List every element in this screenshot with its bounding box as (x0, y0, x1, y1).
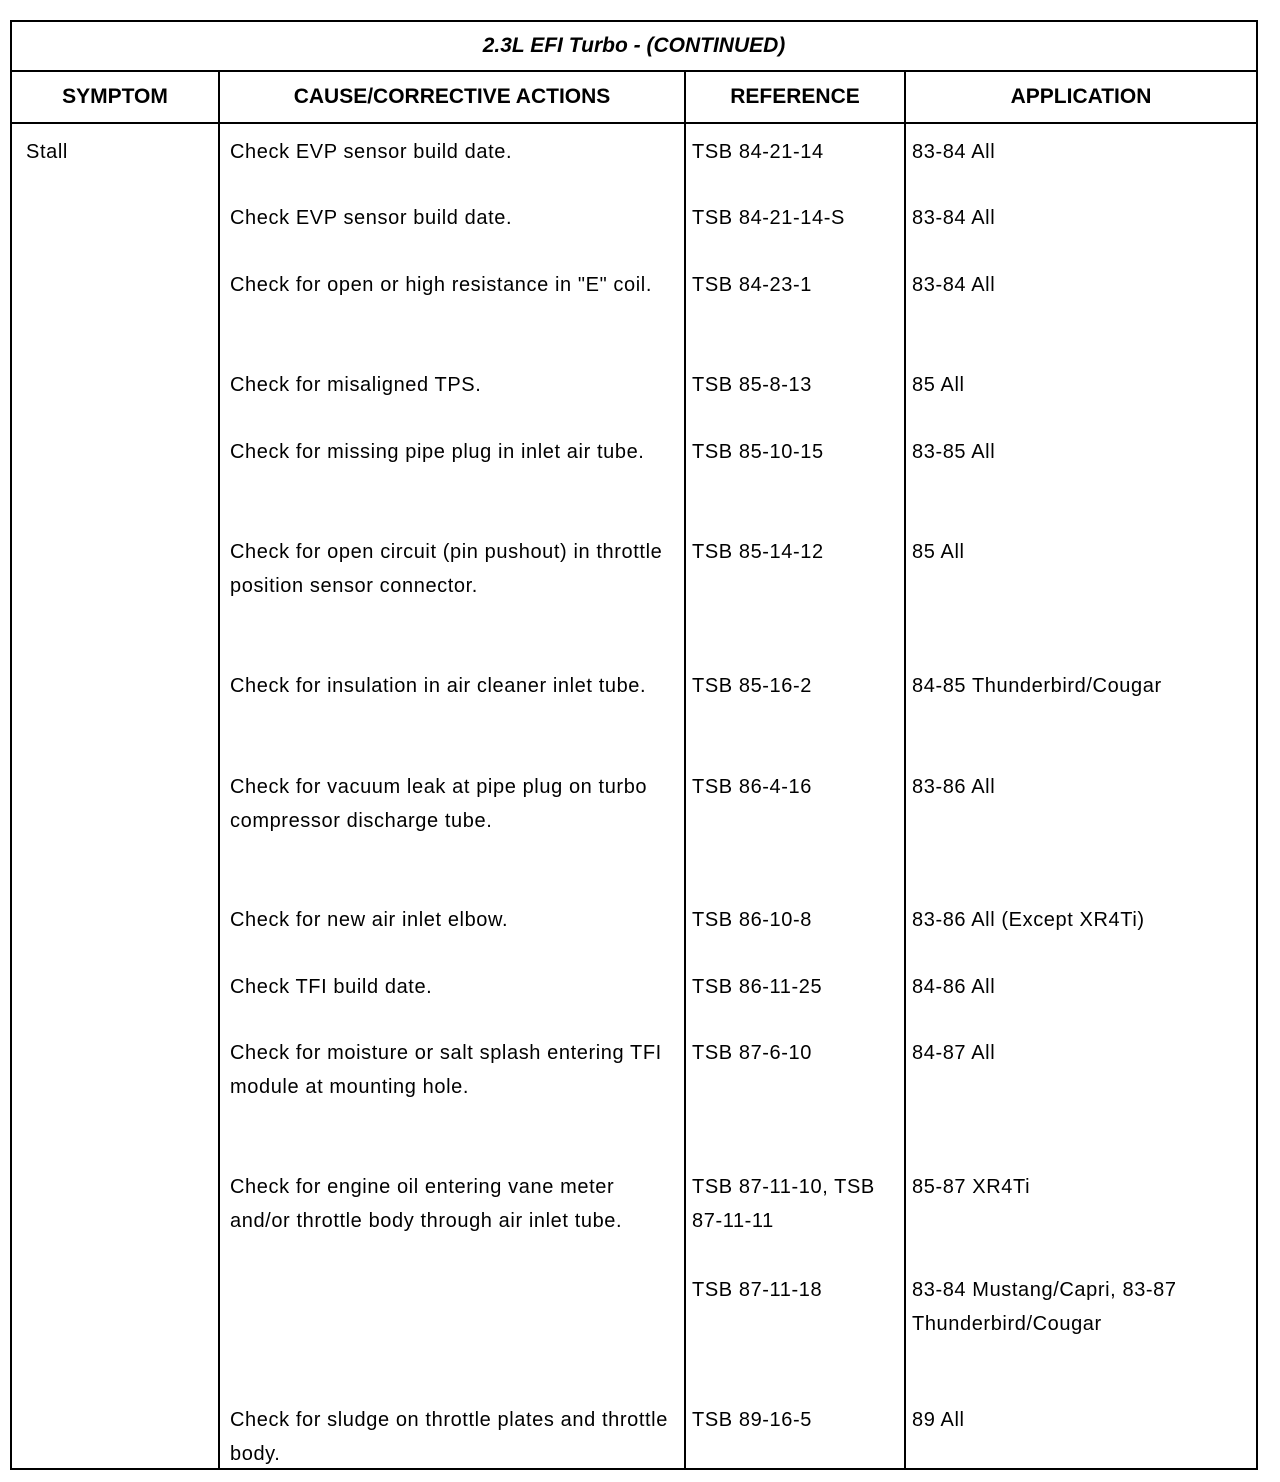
header-cause: CAUSE/CORRECTIVE ACTIONS (220, 72, 684, 124)
cause-cell: Check EVP sensor build date. (230, 207, 513, 229)
reference-cell: TSB 86-11-25 (692, 976, 823, 998)
cause-cell: Check for open or high resistance in "E" coil. (230, 274, 652, 296)
symptom-cell: Stall (26, 141, 68, 163)
header-reference: REFERENCE (686, 72, 904, 124)
cause-cell: Check for new air inlet elbow. (230, 909, 509, 931)
reference-cell: TSB 89-16-5 (692, 1409, 812, 1431)
application-cell: 84-86 All (912, 976, 996, 998)
column-divider (904, 72, 906, 1468)
cause-cell: Check for moisture or salt splash entering TFI module at mounting hole. (230, 1042, 662, 1098)
reference-cell: TSB 87-11-18 (692, 1279, 823, 1301)
reference-cell: TSB 84-21-14-S (692, 207, 845, 229)
column-divider (218, 72, 220, 1468)
cause-cell: Check for insulation in air cleaner inlet tube. (230, 675, 647, 697)
reference-cell: TSB 84-21-14 (692, 141, 824, 163)
reference-cell: TSB 85-16-2 (692, 675, 812, 697)
reference-cell: TSB 87-11-10, TSB 87-11-11 (692, 1176, 875, 1232)
cause-cell: Check for open circuit (pin pushout) in throttle position sensor connector. (230, 541, 663, 597)
application-cell: 84-85 Thunderbird/Cougar (912, 675, 1162, 697)
cause-cell: Check for engine oil entering vane meter and/or throttle body through air inlet tube. (230, 1176, 623, 1232)
reference-cell: TSB 85-14-12 (692, 541, 824, 563)
cause-cell: Check EVP sensor build date. (230, 141, 513, 163)
application-cell: 83-84 All (912, 141, 996, 163)
reference-cell: TSB 86-10-8 (692, 909, 812, 931)
reference-cell: TSB 84-23-1 (692, 274, 812, 296)
reference-cell: TSB 85-10-15 (692, 441, 824, 463)
header-application: APPLICATION (906, 72, 1256, 124)
reference-cell: TSB 86-4-16 (692, 776, 812, 798)
header-symptom: SYMPTOM (12, 72, 218, 124)
cause-cell: Check for sludge on throttle plates and throttle body. (230, 1409, 668, 1465)
application-cell: 83-86 All (912, 776, 996, 798)
column-divider (684, 72, 686, 1468)
cause-cell: Check for missing pipe plug in inlet air tube. (230, 441, 645, 463)
cause-cell: Check for misaligned TPS. (230, 374, 482, 396)
application-cell: 83-86 All (Except XR4Ti) (912, 909, 1145, 931)
table-title: 2.3L EFI Turbo - (CONTINUED) (12, 22, 1256, 72)
cause-cell: Check for vacuum leak at pipe plug on turbo compressor discharge tube. (230, 776, 648, 832)
cause-cell: Check TFI build date. (230, 976, 433, 998)
application-cell: 85-87 XR4Ti (912, 1176, 1031, 1198)
tsb-table (10, 20, 1258, 1470)
reference-cell: TSB 87-6-10 (692, 1042, 812, 1064)
application-cell: 83-84 Mustang/Capri, 83-87 Thunderbird/Cougar (912, 1279, 1177, 1335)
application-cell: 89 All (912, 1409, 965, 1431)
application-cell: 85 All (912, 374, 965, 396)
application-cell: 83-84 All (912, 274, 996, 296)
application-cell: 85 All (912, 541, 965, 563)
application-cell: 83-84 All (912, 207, 996, 229)
application-cell: 84-87 All (912, 1042, 996, 1064)
application-cell: 83-85 All (912, 441, 996, 463)
reference-cell: TSB 85-8-13 (692, 374, 812, 396)
